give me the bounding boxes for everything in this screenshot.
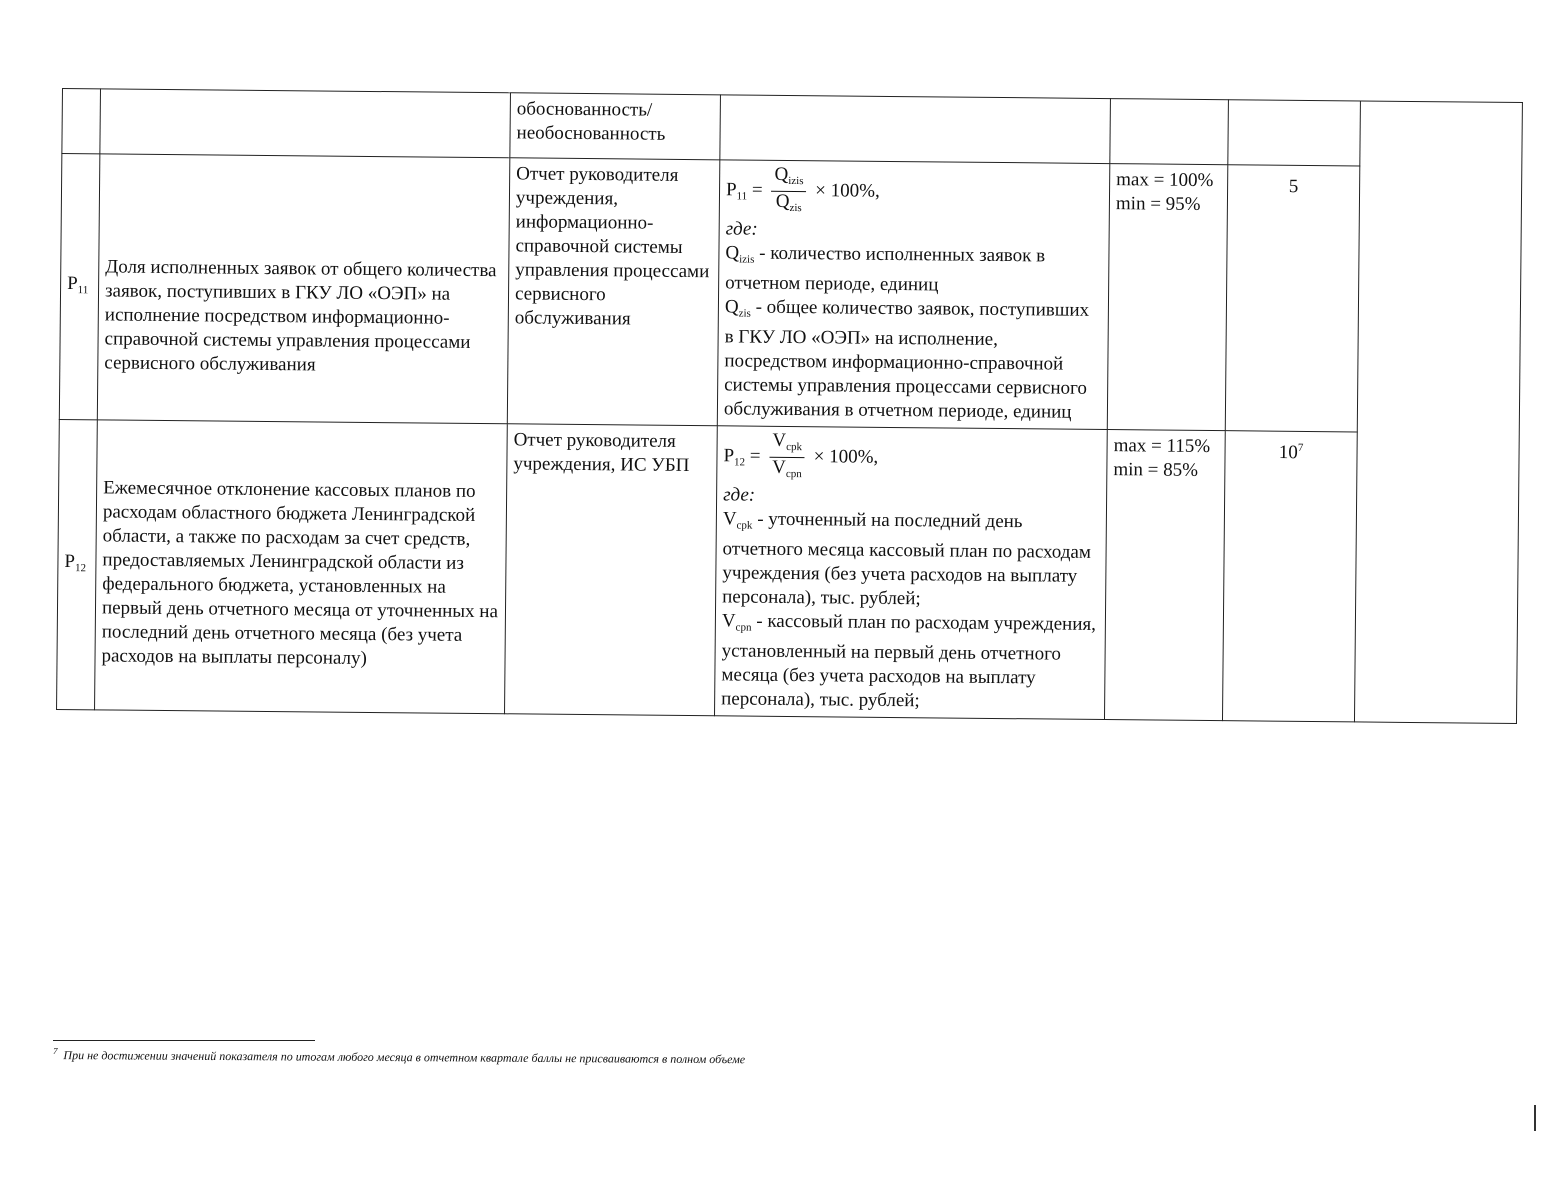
name-cell xyxy=(100,89,511,158)
indicator-formula xyxy=(715,426,1108,720)
indicator-score: $10^7$ xyxy=(1222,431,1357,722)
variable-definition: $V_{cpk}$ - уточненный на последний день отчетного месяца кассовый план по расходам учреждения (без учета расходов на выплату персонала), тыс. рублей; xyxy=(722,508,1092,610)
indicator-name: Ежемесячное отклонение кассовых планов по расходам областного бюджета Ленинградской области, а также по расходам за счет средств, предоставляемых Ленинградской области из федерального бюджета, установленных на первый день отчетного месяца от уточненных на последний день отчетного месяца (без учета расходов на выплаты персоналу) xyxy=(95,420,508,714)
formula-fraction: $\frac{Q_{izis}}{Q_{zis}}$ xyxy=(771,165,807,218)
variable-definition: $V_{cpn}$ - кассовый план по расходам учреждения, установленный на первый день отчетного месяца (без учета расходов на выплату персонала), тыс. рублей; xyxy=(721,610,1097,712)
formula-cell xyxy=(720,95,1111,164)
indicator-table-wrapper xyxy=(56,88,1522,724)
footnote xyxy=(53,1046,1053,1069)
table-row xyxy=(59,154,1521,434)
indicator-range: max = 100% min = 95% xyxy=(1107,164,1228,431)
footnote-text: При не достижении значений показателя по итогам любого месяца в отчетном квартале баллы не присваиваются в полном объеме xyxy=(63,1048,746,1067)
footnote-marker: 7 xyxy=(52,1046,58,1057)
range-cell xyxy=(1110,99,1229,165)
indicator-code: $P_{12}$ xyxy=(57,419,98,709)
formula-line: $P_{12}$ = $\frac{V_{cpk}}{V_{cpn}}$ × 100%, xyxy=(723,430,1100,487)
indicator-formula xyxy=(717,160,1110,430)
formula-fraction: $\frac{V_{cpk}}{V_{cpn}}$ xyxy=(769,431,805,484)
footnote-separator xyxy=(53,1040,315,1041)
score-cell xyxy=(1228,100,1361,166)
variable-definition: $Q_{zis}$ - общее количество заявок, поступивших в ГКУ ЛО «ОЭП» на исполнение, посредством информационно-справочной системы управления процессами сервисного обслуживания в отчетном периоде, единиц xyxy=(723,296,1090,423)
extra-cell xyxy=(1354,101,1522,724)
formula-line: $P_{11}$ = $\frac{Q_{izis}}{Q_{zis}}$ × 100%, xyxy=(726,164,1103,221)
source-cell: обоснованность/ необоснованность xyxy=(510,93,721,160)
indicator-source: Отчет руководителя учреждения, информационно-справочной системы управления процессами сервисного обслуживания xyxy=(507,158,720,426)
indicator-name: Доля исполненных заявок от общего количества заявок, поступивших в ГКУ ЛО «ОЭП» на исполнение посредством информационно-справочной системы управления процессами сервисного обслуживания xyxy=(97,154,510,424)
variable-definition: $Q_{izis}$ - количество исполненных заявок в отчетном периоде, единиц xyxy=(725,242,1046,296)
where-label: где: xyxy=(725,218,758,240)
indicator-range: max = 115% min = 85% xyxy=(1104,430,1225,721)
indicator-table xyxy=(56,88,1523,724)
scan-edge-mark xyxy=(1534,1105,1536,1131)
indicator-code: $P_{11}$ xyxy=(59,154,100,420)
indicator-score: 5 xyxy=(1225,165,1360,432)
footnote-reference: 7 xyxy=(1297,441,1304,454)
code-cell xyxy=(62,89,101,154)
table-row xyxy=(57,419,1520,723)
indicator-source: Отчет руководителя учреждения, ИС УБП xyxy=(505,424,718,716)
where-label: где: xyxy=(723,484,756,506)
